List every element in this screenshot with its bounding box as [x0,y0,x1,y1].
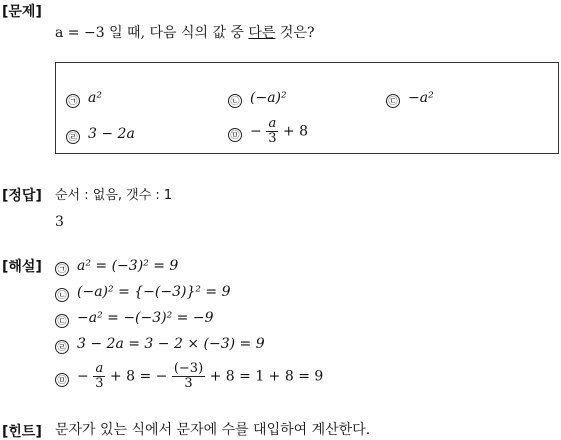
choice-5-frac-den: 3 [268,131,277,146]
explanation-3-text: −a² = −(−3)² = −9 [77,310,214,326]
explanation-2-text: (−a)² = {−(−3)}² = 9 [77,284,231,300]
explanation-4-text: 3 − 2a = 3 − 2 × (−3) = 9 [77,336,265,352]
choices-box [55,62,559,154]
explanation-5-mark: ㉤ [55,373,69,387]
explanation-line-4 [55,335,265,354]
explanation-5-frac1-num: a [93,362,105,377]
explanation-1-mark: ㉠ [55,262,69,276]
hint-label: [힌트] [2,424,42,440]
explanation-5-frac1-den: 3 [95,376,104,391]
choice-5-mark: ㉤ [228,128,242,142]
explanation-line-5 [55,362,323,391]
explanation-5-prefix: − [77,368,89,385]
explanation-1-text: a² = (−3)² = 9 [77,258,179,274]
explanation-5-mid: + 8 = − [109,368,168,385]
explanation-5-suffix: + 8 = 1 + 8 = 9 [209,368,324,385]
question-prefix: a = −3 일 때, 다음 식의 값 중 [55,25,249,41]
choice-5-frac-num: a [266,117,278,132]
choice-5 [228,117,308,146]
answer-line1: 순서 : 없음, 갯수 : 1 [55,188,173,203]
explanation-5-frac2-num: (−3) [173,361,204,376]
explanation-line-2 [55,283,231,302]
choice-1 [66,89,102,108]
hint-text: 문자가 있는 식에서 문자에 수를 대입하여 계산한다. [55,422,371,438]
choice-3-expr: −a² [408,90,434,106]
explanation-4-mark: ㉣ [55,340,69,354]
choice-2 [228,89,287,108]
explanation-3-mark: ㉢ [55,314,69,328]
explanation-5-fraction-2 [172,362,205,391]
choice-4-expr: 3 − 2a [88,126,135,142]
explanation-line-3 [55,309,214,328]
explanation-line-1 [55,257,178,276]
answer-label: [정답] [2,188,42,204]
explanation-2-mark: ㉡ [55,288,69,302]
choice-3-mark: ㉢ [386,94,400,108]
explanation-5-frac2-den: 3 [184,376,193,391]
explanation-5-fraction-1 [93,362,105,391]
answer-line2: 3 [55,214,64,230]
choice-5-prefix: − [250,123,262,140]
question-text [55,24,315,42]
choice-5-suffix: + 8 [282,123,309,140]
choice-5-fraction [266,117,278,146]
choice-4 [66,125,135,144]
choice-1-expr: a² [88,90,102,106]
choice-2-expr: (−a)² [250,90,287,106]
question-suffix: 것은? [275,25,315,41]
problem-label: [문제] [2,4,42,20]
choice-2-mark: ㉡ [228,94,242,108]
choice-1-mark: ㉠ [66,94,80,108]
question-underlined: 다른 [248,25,276,41]
choice-4-mark: ㉣ [66,130,80,144]
explanation-label: [해설] [2,259,42,275]
choice-3 [386,89,434,108]
